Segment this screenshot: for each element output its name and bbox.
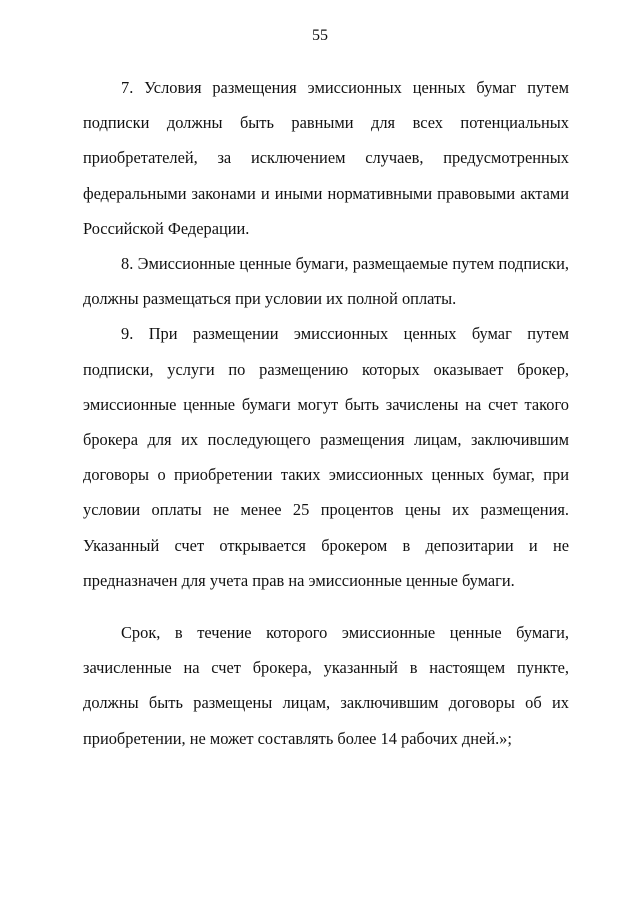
page-number: 55 [312,27,328,44]
paragraph-item-7: 7. Условия размещения эмиссионных ценных бумаг путем подписки должны быть равными для всех потенциальных приобретателей, за исключением случаев, предусмотренных федеральными законами и иными нормативными правовыми актами Российской Федерации. [83,78,569,238]
paragraph-item-9: 9. При размещении эмиссионных ценных бумаг путем подписки, услуги по размещению которых оказывает брокер, эмиссионные ценные бумаги могут быть зачислены на счет такого брокера для их последующего размещения лицам, заключившим договоры о приобретении таких эмиссионных ценных бумаг, при условии оплаты не менее 25 процентов цены их размещения. Указанный счет открывается брокером в депозитарии и не предназначен для учета прав на эмиссионные ценные бумаги. [83,324,569,590]
document-body [83,70,569,756]
paragraph-item-8: 8. Эмиссионные ценные бумаги, размещаемые путем подписки, должны размещаться при условии их полной оплаты. [83,254,569,309]
paragraph-term: Срок, в течение которого эмиссионные ценные бумаги, зачисленные на счет брокера, указанный в настоящем пункте, должны быть размещены лицам, заключившим договоры об их приобретении, не может составлять более 14 рабочих дней.»; [83,623,569,748]
